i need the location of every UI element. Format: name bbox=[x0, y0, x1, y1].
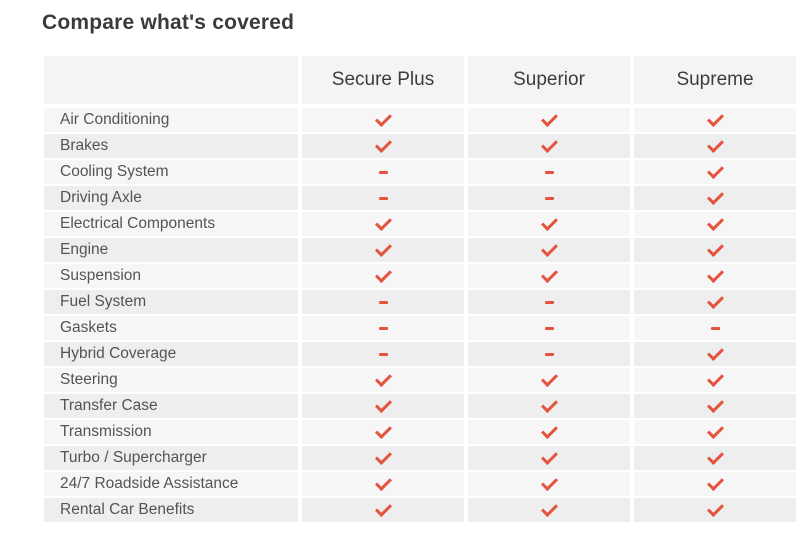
covered-cell bbox=[464, 264, 630, 288]
covered-cell bbox=[298, 264, 464, 288]
dash-icon bbox=[545, 197, 554, 200]
check-icon bbox=[707, 136, 724, 153]
feature-label: 24/7 Roadside Assistance bbox=[60, 475, 239, 492]
check-icon bbox=[707, 240, 724, 257]
covered-cell bbox=[298, 394, 464, 418]
covered-cell bbox=[298, 134, 464, 158]
not-covered-cell bbox=[464, 160, 630, 184]
check-icon bbox=[707, 344, 724, 361]
covered-cell bbox=[464, 134, 630, 158]
covered-cell bbox=[464, 368, 630, 392]
covered-cell bbox=[298, 446, 464, 470]
feature-label: Turbo / Supercharger bbox=[60, 449, 207, 466]
check-icon bbox=[375, 396, 392, 413]
table-row bbox=[44, 236, 796, 262]
dash-icon bbox=[545, 301, 554, 304]
column-header-secure-plus: Secure Plus bbox=[298, 56, 464, 104]
covered-cell bbox=[298, 472, 464, 496]
check-icon bbox=[541, 500, 558, 517]
covered-cell bbox=[464, 108, 630, 132]
check-icon bbox=[707, 214, 724, 231]
feature-label: Hybrid Coverage bbox=[60, 345, 177, 362]
check-icon bbox=[707, 266, 724, 283]
table-row bbox=[44, 366, 796, 392]
check-icon bbox=[541, 422, 558, 439]
check-icon bbox=[707, 292, 724, 309]
covered-cell bbox=[298, 212, 464, 236]
check-icon bbox=[707, 396, 724, 413]
check-icon bbox=[541, 136, 558, 153]
covered-cell bbox=[630, 108, 796, 132]
feature-label: Brakes bbox=[60, 137, 109, 154]
covered-cell bbox=[630, 342, 796, 366]
check-icon bbox=[541, 396, 558, 413]
covered-cell bbox=[630, 290, 796, 314]
not-covered-cell bbox=[298, 342, 464, 366]
covered-cell bbox=[630, 498, 796, 522]
dash-icon bbox=[379, 301, 388, 304]
covered-cell bbox=[464, 498, 630, 522]
feature-label: Driving Axle bbox=[60, 189, 142, 206]
check-icon bbox=[707, 422, 724, 439]
check-icon bbox=[541, 240, 558, 257]
not-covered-cell bbox=[298, 160, 464, 184]
check-icon bbox=[707, 188, 724, 205]
dash-icon bbox=[545, 327, 554, 330]
feature-label: Steering bbox=[60, 371, 118, 388]
covered-cell bbox=[464, 420, 630, 444]
feature-label: Gaskets bbox=[60, 319, 117, 336]
covered-cell bbox=[630, 134, 796, 158]
not-covered-cell bbox=[464, 342, 630, 366]
feature-label: Electrical Components bbox=[60, 215, 216, 232]
covered-cell bbox=[630, 238, 796, 262]
not-covered-cell bbox=[298, 290, 464, 314]
check-icon bbox=[541, 110, 558, 127]
check-icon bbox=[375, 266, 392, 283]
not-covered-cell bbox=[464, 316, 630, 340]
not-covered-cell bbox=[298, 186, 464, 210]
check-icon bbox=[375, 370, 392, 387]
check-icon bbox=[541, 370, 558, 387]
coverage-comparison-table bbox=[44, 56, 796, 522]
dash-icon bbox=[379, 197, 388, 200]
check-icon bbox=[707, 110, 724, 127]
feature-label: Air Conditioning bbox=[60, 111, 170, 128]
check-icon bbox=[541, 266, 558, 283]
covered-cell bbox=[630, 212, 796, 236]
table-row bbox=[44, 418, 796, 444]
table-row bbox=[44, 496, 796, 522]
table-header-row bbox=[44, 56, 796, 104]
check-icon bbox=[375, 474, 392, 491]
check-icon bbox=[541, 448, 558, 465]
check-icon bbox=[707, 448, 724, 465]
not-covered-cell bbox=[464, 290, 630, 314]
table-row bbox=[44, 314, 796, 340]
table-row bbox=[44, 158, 796, 184]
check-icon bbox=[375, 500, 392, 517]
check-icon bbox=[375, 422, 392, 439]
dash-icon bbox=[545, 353, 554, 356]
covered-cell bbox=[630, 420, 796, 444]
covered-cell bbox=[630, 472, 796, 496]
dash-icon bbox=[379, 353, 388, 356]
covered-cell bbox=[630, 186, 796, 210]
feature-label: Engine bbox=[60, 241, 109, 258]
table-row bbox=[44, 262, 796, 288]
check-icon bbox=[707, 474, 724, 491]
check-icon bbox=[541, 474, 558, 491]
table-body bbox=[44, 104, 796, 522]
check-icon bbox=[375, 240, 392, 257]
feature-label: Rental Car Benefits bbox=[60, 501, 195, 518]
feature-label: Transmission bbox=[60, 423, 152, 440]
covered-cell bbox=[298, 238, 464, 262]
covered-cell bbox=[298, 498, 464, 522]
check-icon bbox=[707, 370, 724, 387]
covered-cell bbox=[464, 238, 630, 262]
table-row bbox=[44, 340, 796, 366]
covered-cell bbox=[630, 160, 796, 184]
feature-column-header bbox=[44, 56, 298, 104]
covered-cell bbox=[464, 446, 630, 470]
dash-icon bbox=[545, 171, 554, 174]
page-title: Compare what's covered bbox=[42, 11, 295, 34]
covered-cell bbox=[630, 368, 796, 392]
covered-cell bbox=[298, 420, 464, 444]
covered-cell bbox=[464, 472, 630, 496]
table-row bbox=[44, 210, 796, 236]
dash-icon bbox=[379, 327, 388, 330]
dash-icon bbox=[711, 327, 720, 330]
covered-cell bbox=[464, 394, 630, 418]
table-row bbox=[44, 392, 796, 418]
column-header-supreme: Supreme bbox=[630, 56, 796, 104]
check-icon bbox=[707, 500, 724, 517]
feature-label: Suspension bbox=[60, 267, 142, 284]
feature-label: Cooling System bbox=[60, 163, 169, 180]
feature-label: Fuel System bbox=[60, 293, 147, 310]
covered-cell bbox=[298, 368, 464, 392]
covered-cell bbox=[630, 446, 796, 470]
column-header-superior: Superior bbox=[464, 56, 630, 104]
check-icon bbox=[375, 214, 392, 231]
covered-cell bbox=[464, 212, 630, 236]
feature-label: Transfer Case bbox=[60, 397, 158, 414]
table-row bbox=[44, 104, 796, 132]
table-row bbox=[44, 132, 796, 158]
not-covered-cell bbox=[630, 316, 796, 340]
table-row bbox=[44, 470, 796, 496]
check-icon bbox=[707, 162, 724, 179]
table-row bbox=[44, 288, 796, 314]
table-row bbox=[44, 184, 796, 210]
check-icon bbox=[375, 448, 392, 465]
table-row bbox=[44, 444, 796, 470]
not-covered-cell bbox=[464, 186, 630, 210]
dash-icon bbox=[379, 171, 388, 174]
check-icon bbox=[375, 136, 392, 153]
covered-cell bbox=[630, 264, 796, 288]
check-icon bbox=[375, 110, 392, 127]
check-icon bbox=[541, 214, 558, 231]
covered-cell bbox=[298, 108, 464, 132]
covered-cell bbox=[630, 394, 796, 418]
not-covered-cell bbox=[298, 316, 464, 340]
